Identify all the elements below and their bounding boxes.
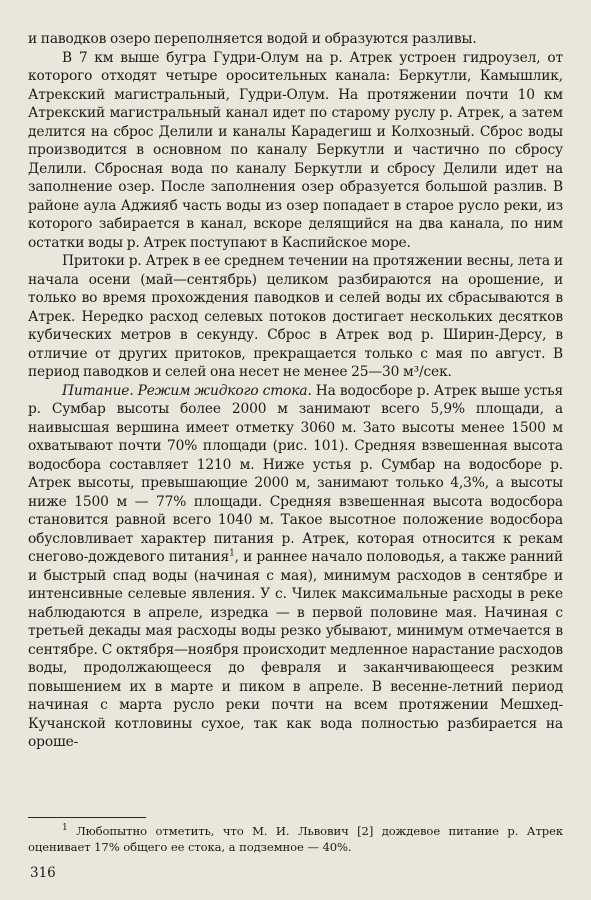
footnote-text: Любопытно отметить, что М. И. Львович [2] дождевое питание р. Атрек оценивает 17% общего ее стока, а подземное — 40%. xyxy=(28,824,563,854)
paragraph-text-part-1: На водосборе р. Атрек выше устья р. Сумбар высоты более 2000 м занимают всего 5,9% площади, а наивысшая вершина имеет отметку 3060 м. Зато высоты менее 1500 м охватывают почти 70% площади (рис. 101). Средняя взвешенная высота водосбора составляет 1210 м. Ниже устья р. Сумбар на водосборе р. Атрек высоты, превышающие 2000 м, занимают только 4,3%, а высоты ниже 1500 м — 77% площади. Средняя взвешенная высота водосбора становится равной всего 1040 м. Такое высотное положение водосбора обусловливает характер питания р. Атрек, которая относится к рекам снегово-дождевого питания xyxy=(28,382,563,565)
paragraph-text-part-2: , и раннее начало половодья, а также ранний и быстрый спад воды (начиная с мая), минимум расходов в сентябре и интенсивные селевые явления. У с. Чилек максимальные расходы в реке наблюдаются в апреле, изредка — в первой половине мая. Начиная с третьей декады мая расходы воды резко убывают, минимум отмечается в сентябре. С октября—ноября происходит медленное нарастание расходов воды, продолжающееся до февраля и заканчивающееся резким повышением их в марте и пиком в апреле. В весенне-летний период начиная с марта русло реки почти на всем протяжении Мешхед-Кучанской котловины сухое, так как вода полностью разбирается на ороше- xyxy=(28,549,563,750)
paragraph-feeding-regime xyxy=(28,382,563,752)
paragraph-continuation: и паводков озеро переполняется водой и образуются разливы. xyxy=(28,31,477,47)
main-text xyxy=(28,30,563,752)
paragraph-tributaries: Притоки р. Атрек в ее среднем течении на протяжении весны, лета и начала осени (май—сентябрь) целиком разбираются на орошение, и только во время прохождения паводков и селей воды их сбрасываются в Атрек. Нередко расход селевых потоков достигает нескольких десятков кубических метров в секунду. Сброс в Атрек вод р. Ширин-Дерсу, в отличие от других притоков, прекращается только с мая по август. В период паводков и селей она несет не менее 25—30 м³/сек. xyxy=(28,253,563,380)
book-page xyxy=(28,30,563,880)
page-number: 316 xyxy=(30,865,56,881)
paragraph-hydro-node: В 7 км выше бугра Гудри-Олум на р. Атрек устроен гидроузел, от которого отходят четыре оросительных канала: Беркутли, Камышлик, Атрекский магистральный, Гудри-Олум. На протяжении почти 10 км Атрекский магистральный канал идет по старому руслу р. Атрек, а затем делится на сброс Делили и каналы Карадегиш и Колхозный. Сброс воды производится в основном по каналу Беркутли и частично по сбросу Делили. Сбросная вода по каналу Беркутли и сбросу Делили идет на заполнение озер. После заполнения озер образуется большой разлив. В районе аула Аджияб часть воды из озер попадает в старое русло реки, из которого забирается в канал, вскоре делящийся на два канала, по ним остатки воды р. Атрек поступают в Каспийское море. xyxy=(28,49,563,251)
footnote xyxy=(28,824,563,855)
footnote-mark: 1 xyxy=(62,823,68,834)
footnote-divider xyxy=(28,817,146,818)
footnote-reference[interactable]: 1 xyxy=(229,548,235,559)
section-heading: Питание. Режим жидкого стока. xyxy=(62,382,312,399)
